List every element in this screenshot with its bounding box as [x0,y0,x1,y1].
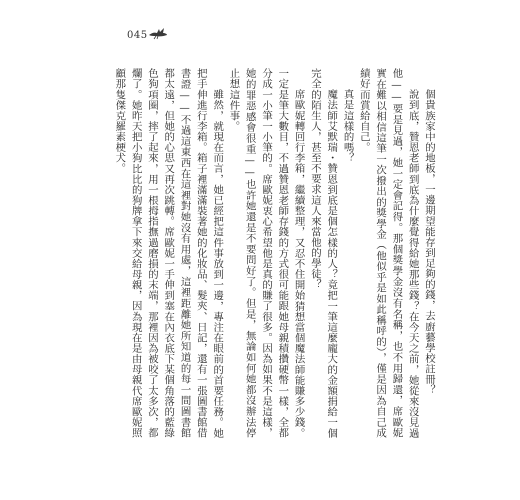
page-number: 045 [127,30,148,41]
paragraph-6: 雖然，就現在而言，她已經把這件事放到一邊，專注在眼前的首要任務。她把手伸進行李箱。箱子裡滿滿裝著她的化妝品、髮夾、日記，還有一張圖書館借書證——不過這東西在這裡對她沒有用處，這裡距離她所知道的每一間圖書館都太遠，但她的心思又再次跳轉。席歐妮一手伸到塞在內衣底下某個角落的藍綠色狗項圈，摔了起來，用一根拇指撫過磨損的末端，那裡因為被咬了太多次，都爛了。她昨天把小狗比比的狗牌拿下來交給母親，因為現在是由母親代席歐妮照顧那隻傑克羅素梗犬。 [113,68,224,438]
paragraph-1: 個貴族家中的地板，一邊期望能存到足夠的錢，去廚藝學校註冊？ [423,88,435,395]
vertical-text-body [111,68,437,438]
paragraph-4: 魔法師艾默瑞・贊恩到底是個怎樣的人？竟把一筆這麼龐大的金額捐給一個完全的陌生人，甚至不要求這人來當他的學徒？ [308,68,338,438]
bird-ornament-icon [148,26,168,40]
paragraph-2: 說到底，贊恩老師到底為什麼覺得給她那些錢？在今天之前，她從來沒見過他——要是見過，她一定會記得。那個獎學金沒有名稱，也不用歸還，席歐妮實在難以相信這筆一次撥出的獎學金（他似乎是如此稱呼的），僅是因為自己成績好而賞給自己。 [357,68,419,438]
paragraph-5: 席歐妮轉回行李箱，繼續整理，又忍不住開始猜想當個魔法師能賺多少錢。一定是筆大數目，不過贊恩老師存錢的方式很可能跟她母親積攢硬幣一樣，全都分成一小筆一小筆的。席歐妮衷心希望他是真的賺了很多。因為如果不是這樣，她的罪惡感會很重——也許她還是不要問好了。但是，無論如何她都沒辦法停止想這件事。 [227,68,305,438]
paragraph-3: 真是這樣的嗎？ [341,88,354,163]
